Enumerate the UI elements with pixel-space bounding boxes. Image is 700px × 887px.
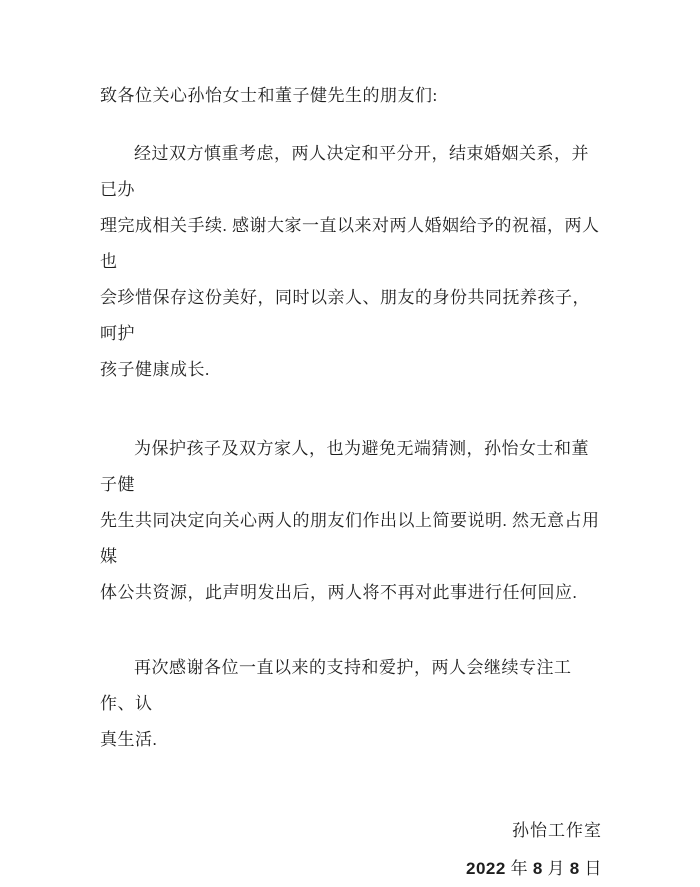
statement-body: [100, 136, 602, 758]
statement-line: 为保护孩子及双方家人，也为避免无端猜测，孙怡女士和董子健: [100, 439, 589, 494]
statement-line: 会珍惜保存这份美好，同时以亲人、朋友的身份共同抚养孩子，呵护: [100, 288, 590, 343]
date-month: 8: [532, 859, 543, 878]
statement-line: 孩子健康成长.: [100, 360, 210, 379]
statement-line: 体公共资源，此声明发出后，两人将不再对此事进行任何回应.: [100, 583, 578, 602]
date-year: 2022: [465, 859, 506, 878]
statement-line: 理完成相关手续. 感谢大家一直以来对两人婚姻给予的祝福，两人也: [100, 216, 600, 271]
date-year-unit: 年: [510, 859, 529, 878]
salutation: 致各位关心孙怡女士和董子健先生的朋友们:: [100, 86, 438, 105]
statement-line: 先生共同决定向关心两人的朋友们作出以上简要说明. 然无意占用媒: [100, 511, 600, 566]
paragraph: [100, 650, 602, 758]
statement-line: 再次感谢各位一直以来的支持和爱护，两人会继续专注工作、认: [100, 658, 572, 713]
date-day-unit: 日: [584, 859, 602, 878]
date-line: [100, 851, 602, 887]
statement-line: 经过双方慎重考虑，两人决定和平分开，结束婚姻关系，并已办: [100, 144, 589, 199]
date-month-unit: 月: [547, 859, 566, 878]
date-day: 8: [569, 859, 580, 878]
statement-line: 真生活.: [100, 730, 158, 749]
paragraph: [100, 136, 602, 388]
paragraph: [100, 431, 602, 611]
signature: 孙怡工作室: [512, 821, 602, 840]
